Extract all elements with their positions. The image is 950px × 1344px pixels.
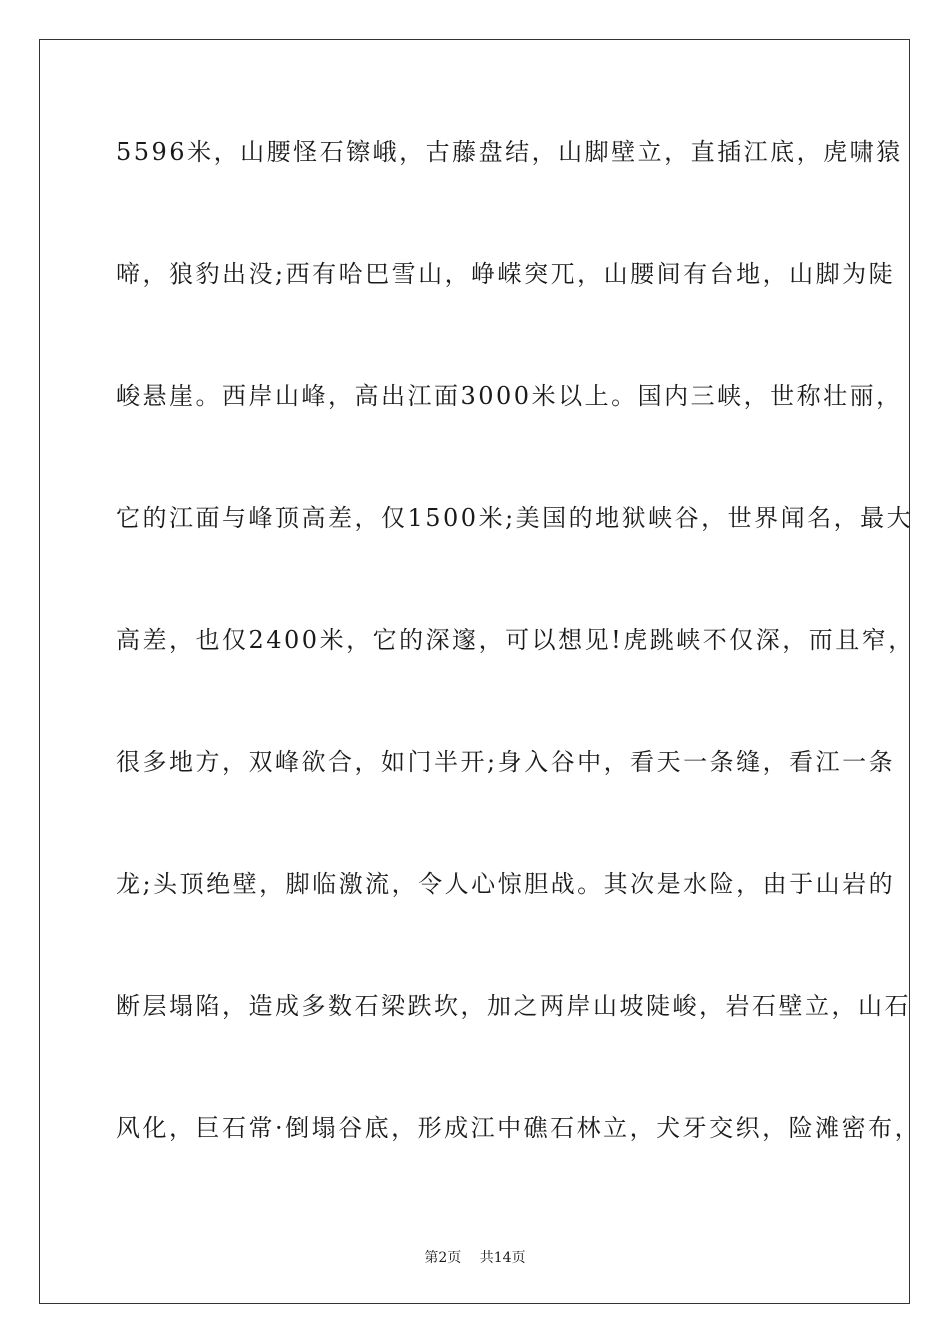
text-line: 高差，也仅2400米，它的深邃，可以想见!虎跳峡不仅深，而且窄， — [116, 626, 915, 654]
total-page-count: 共14页 — [479, 1250, 526, 1266]
text-line: 断层塌陷，造成多数石梁跌坎，加之两岸山坡陡峻，岩石壁立，山石 — [116, 992, 911, 1020]
current-page-number: 第2页 — [424, 1250, 462, 1266]
text-line: 龙;头顶绝壁，脚临激流，令人心惊胆战。其次是水险，由于山岩的 — [116, 870, 896, 898]
text-line: 5596米，山腰怪石镲峨，古藤盘结，山脚壁立，直插江底，虎啸猿 — [116, 138, 903, 166]
text-line: 很多地方，双峰欲合，如门半开;身入谷中，看天一条缝，看江一条 — [116, 748, 896, 776]
text-line: 风化，巨石常·倒塌谷底，形成江中礁石林立，犬牙交织，险滩密布， — [116, 1114, 922, 1142]
page-footer — [0, 1247, 950, 1267]
document-body — [116, 132, 922, 1230]
text-line: 它的江面与峰顶高差，仅1500米;美国的地狱峡谷，世界闻名，最大 — [116, 504, 914, 532]
text-line: 啼，狼豹出没;西有哈巴雪山，峥嵘突兀，山腰间有台地，山脚为陡 — [116, 260, 896, 288]
text-line: 峻悬崖。西岸山峰，高出江面3000米以上。国内三峡，世称壮丽， — [116, 382, 903, 410]
